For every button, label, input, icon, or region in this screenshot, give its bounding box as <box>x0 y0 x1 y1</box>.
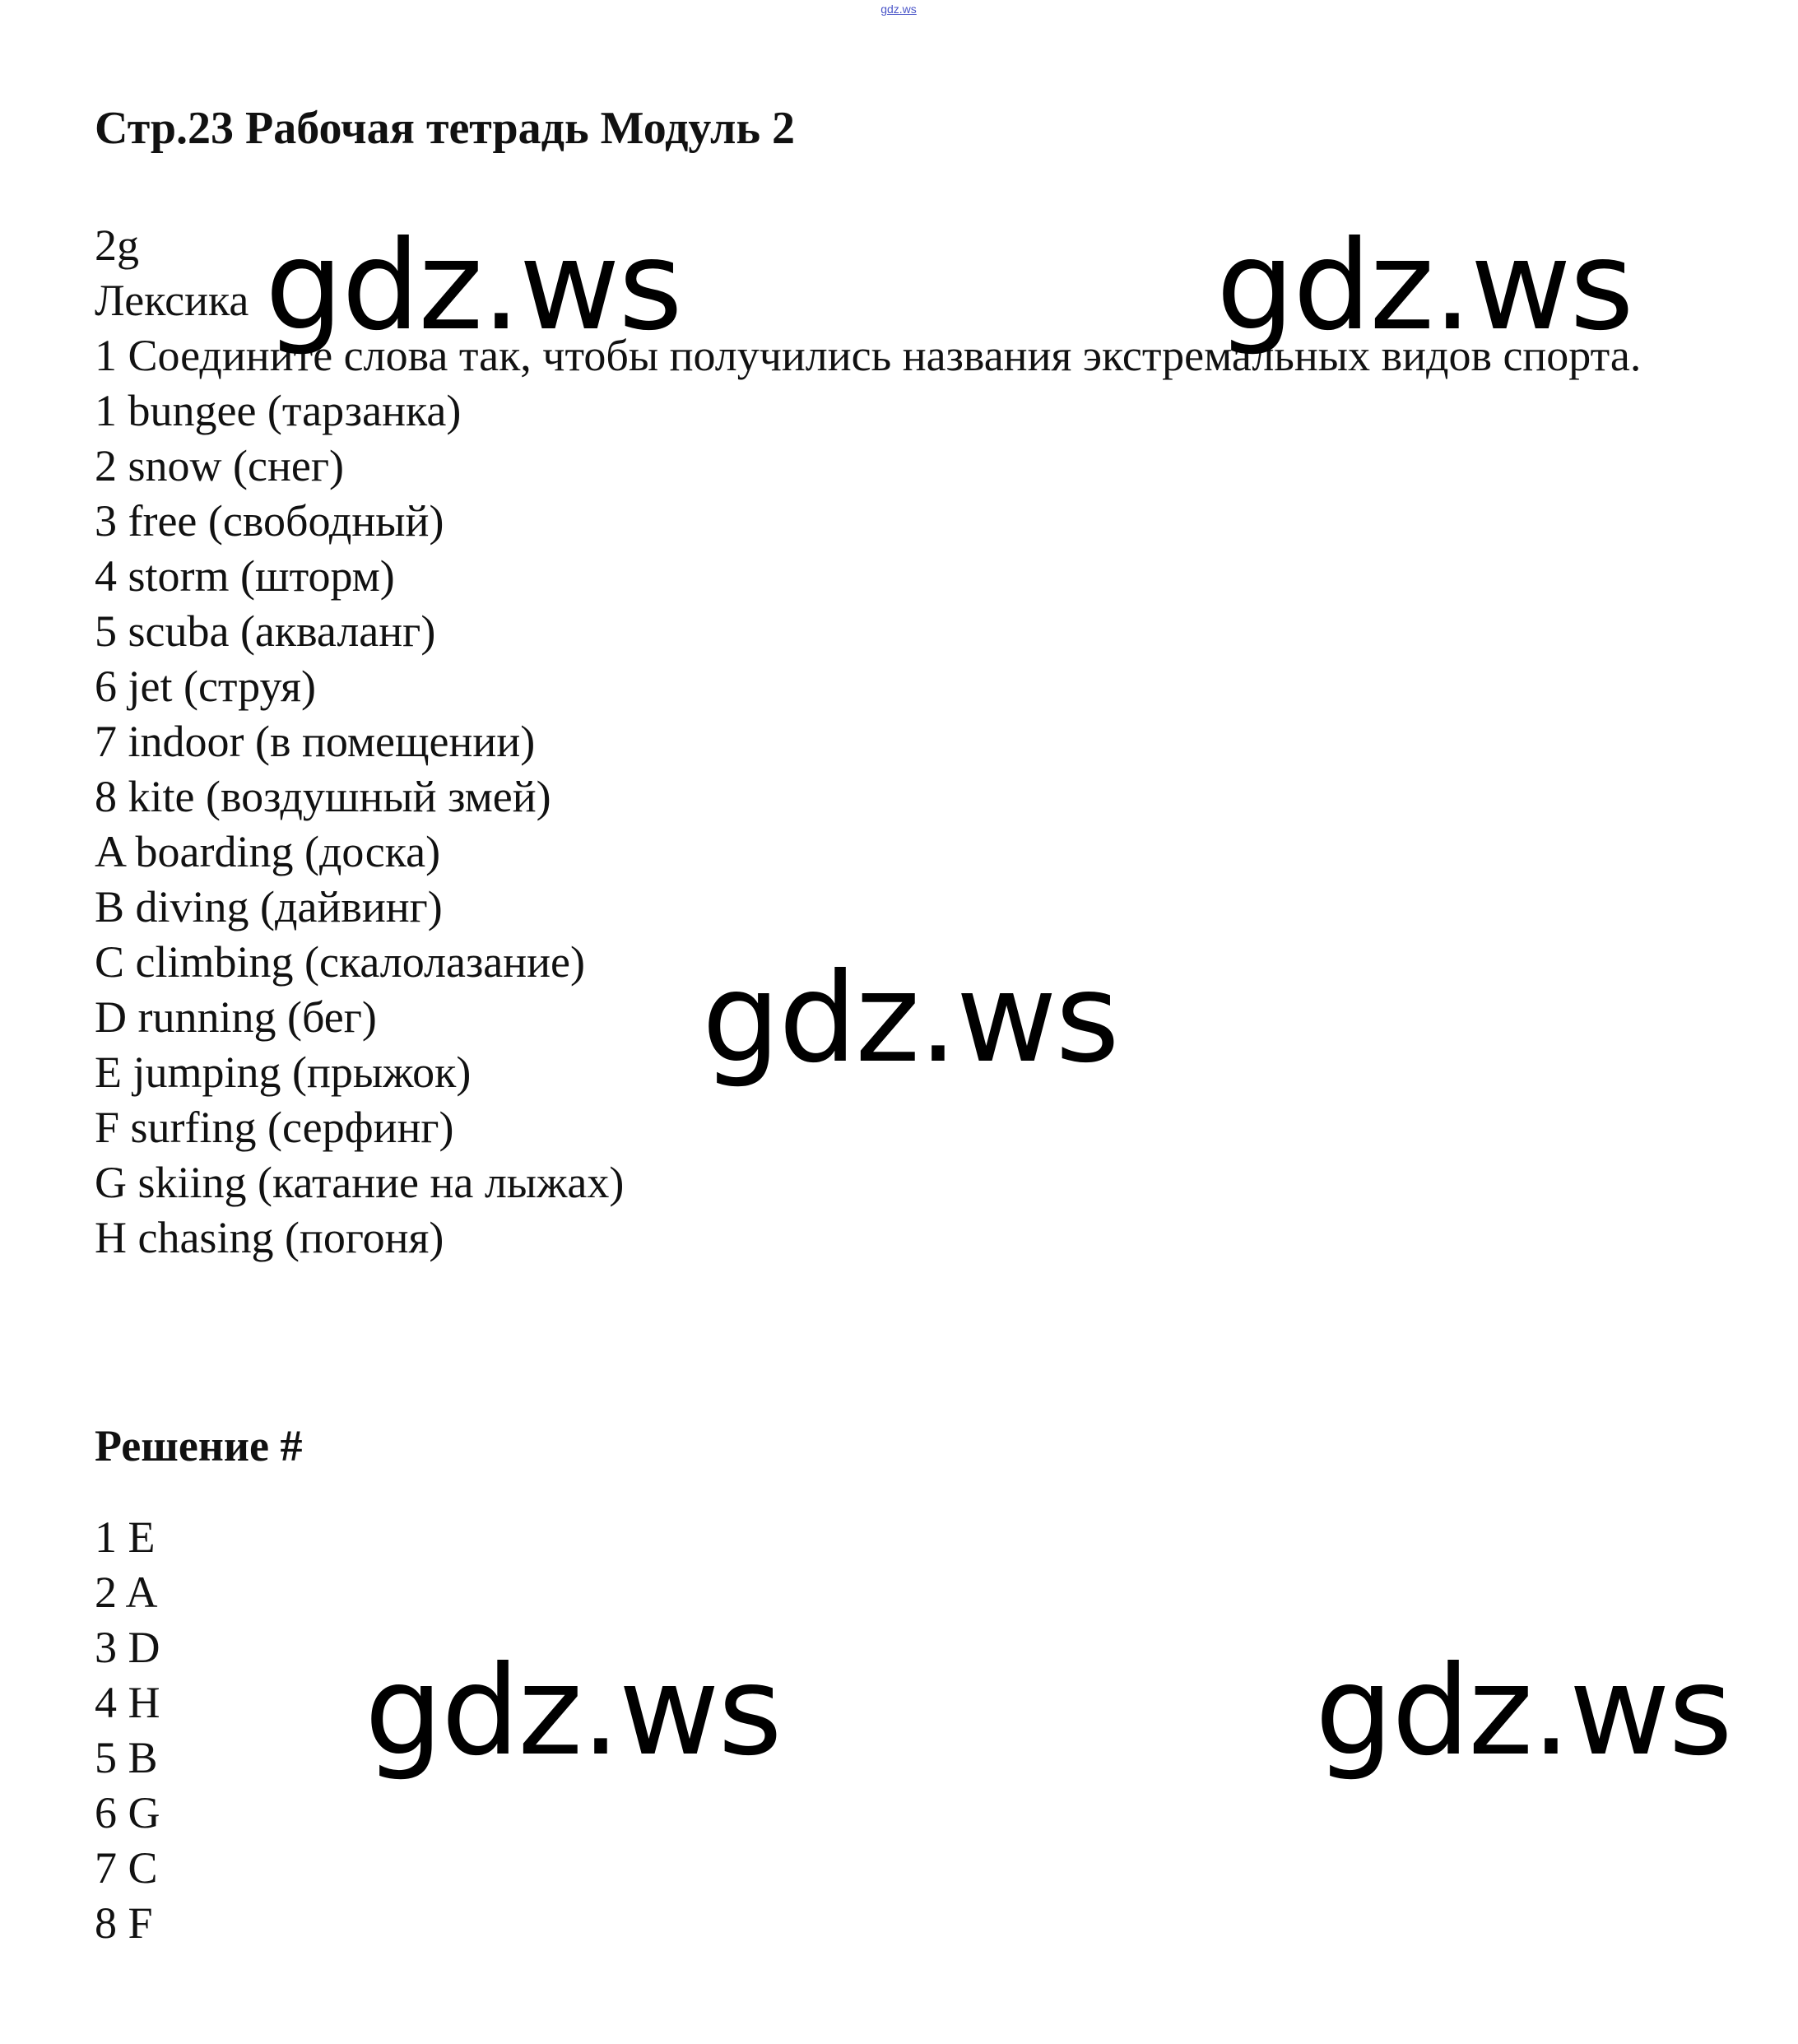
page-title: Стр.23 Рабочая тетрадь Модуль 2 <box>95 103 796 154</box>
watermark: gdz.ws <box>702 947 1118 1090</box>
task-instruction: 1 Соедините слова так, чтобы получились названия экстремальных видов спорта. <box>95 331 1642 380</box>
solution-heading: Решение # <box>95 1421 303 1470</box>
list-item-lettered: C climbing (скалолазание) <box>95 937 586 987</box>
list-item-lettered: G skiing (катание на лыжах) <box>95 1158 625 1207</box>
list-item-lettered: E jumping (прыжок) <box>95 1048 472 1097</box>
subsection-label: Лексика <box>95 276 249 325</box>
list-item-numbered: 3 free (свободный) <box>95 496 444 546</box>
section-label: 2g <box>95 221 139 270</box>
list-item-lettered: A boarding (доска) <box>95 827 441 876</box>
watermark: gdz.ws <box>1216 215 1633 358</box>
answer-item: 3 D <box>95 1623 160 1672</box>
list-item-numbered: 4 storm (шторм) <box>95 551 395 601</box>
answer-item: 2 A <box>95 1568 158 1617</box>
answer-item: 1 E <box>95 1512 156 1562</box>
list-item-numbered: 5 scuba (акваланг) <box>95 606 436 656</box>
list-item-numbered: 1 bungee (тарзанка) <box>95 386 462 435</box>
answer-item: 7 C <box>95 1843 158 1893</box>
answer-item: 8 F <box>95 1898 153 1948</box>
exercise-block <box>95 215 1695 1266</box>
answers-list <box>95 1510 160 1951</box>
list-item-lettered: H chasing (погоня) <box>95 1213 444 1262</box>
list-item-lettered: D running (бег) <box>95 992 377 1042</box>
list-item-numbered: 6 jet (струя) <box>95 662 316 711</box>
watermark: gdz.ws <box>1315 1640 1731 1783</box>
answer-item: 5 B <box>95 1733 158 1782</box>
list-item-numbered: 7 indoor (в помещении) <box>95 717 536 766</box>
answer-item: 4 H <box>95 1678 160 1727</box>
answer-item: 6 G <box>95 1788 160 1837</box>
list-item-numbered: 2 snow (снег) <box>95 441 344 490</box>
top-watermark-link: gdz.ws <box>880 2 917 16</box>
list-item-lettered: F surfing (серфинг) <box>95 1103 454 1152</box>
list-item-numbered: 8 kite (воздушный змей) <box>95 772 551 821</box>
watermark: gdz.ws <box>365 1640 781 1783</box>
list-item-lettered: B diving (дайвинг) <box>95 882 443 931</box>
watermark: gdz.ws <box>265 215 681 358</box>
